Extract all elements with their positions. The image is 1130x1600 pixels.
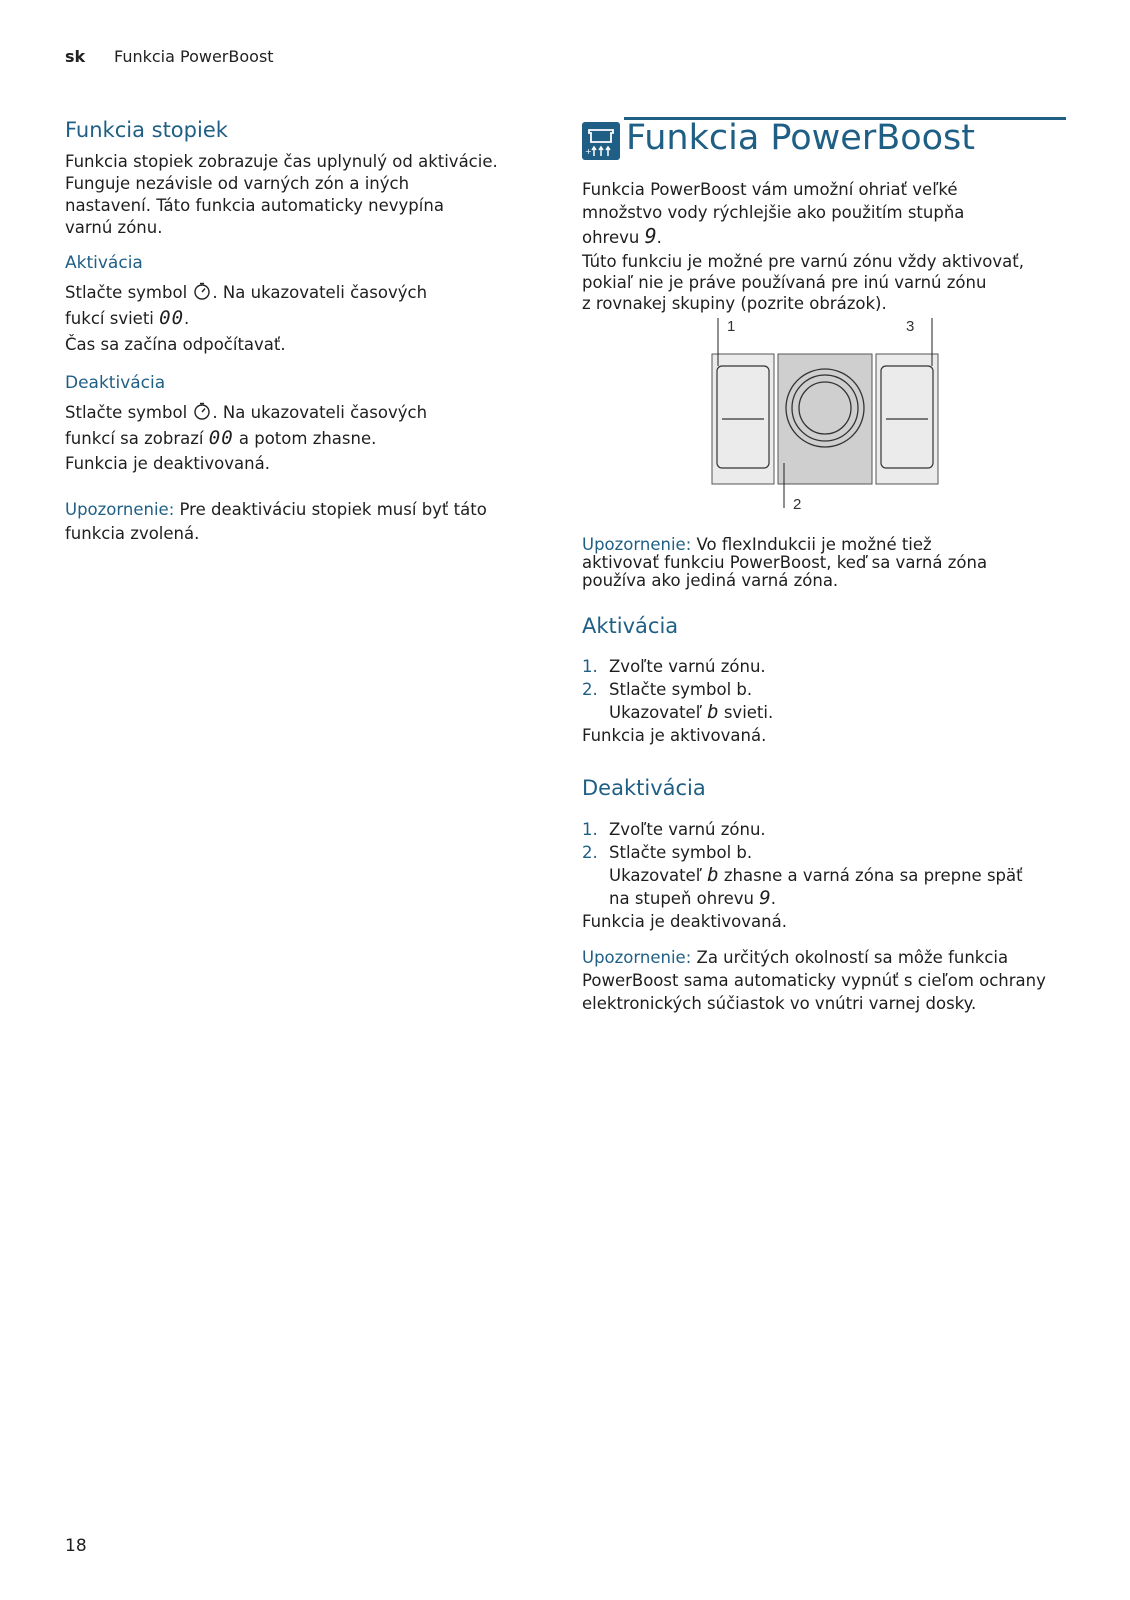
page-header bbox=[65, 47, 274, 66]
stopwatch-intro bbox=[65, 151, 515, 239]
page-number: 18 bbox=[65, 1536, 87, 1556]
text: Ukazovateľ bbox=[609, 866, 708, 885]
step-text: Zvoľte varnú zónu. bbox=[609, 820, 766, 839]
text: Ukazovateľ bbox=[609, 703, 708, 722]
heat-level-symbol: 9 bbox=[644, 224, 657, 248]
figure-label-3: 3 bbox=[906, 318, 915, 335]
powerboost-deactivation-title: Deaktivácia bbox=[582, 776, 706, 800]
intro-line: Funkcia stopiek zobrazuje čas uplynulý od aktivácie. bbox=[65, 152, 498, 171]
note-label: Upozornenie: bbox=[582, 948, 692, 967]
text: svieti. bbox=[718, 703, 774, 722]
flexinduction-note bbox=[582, 536, 1062, 590]
intro-line: Funguje nezávisle od varných zón a iných bbox=[65, 174, 410, 193]
boost-indicator-symbol: b bbox=[707, 701, 719, 723]
text: Túto funkciu je možné pre varnú zónu vždy aktivovať, bbox=[582, 252, 1024, 271]
text: Vo flexIndukcii je možné tiež bbox=[691, 535, 932, 554]
step-text: Stlačte symbol b. bbox=[609, 680, 753, 699]
note-label: Upozornenie: bbox=[582, 535, 692, 554]
result-text: Funkcia je aktivovaná. bbox=[582, 726, 767, 745]
step-text: Stlačte symbol b. bbox=[609, 843, 753, 862]
list-item bbox=[582, 701, 1062, 724]
stopwatch-deactivation-text bbox=[65, 400, 515, 476]
zone-diagram bbox=[700, 318, 940, 518]
stopwatch-icon bbox=[192, 403, 212, 422]
stopwatch-deactivation-title: Deaktivácia bbox=[65, 373, 166, 393]
text: elektronických súčiastok vo vnútri varnej dosky. bbox=[582, 994, 977, 1013]
deactivation-steps bbox=[582, 818, 1062, 933]
language-code: sk bbox=[65, 47, 86, 66]
powerboost-note bbox=[582, 946, 1072, 1015]
text: Funkcia je deaktivovaná. bbox=[65, 454, 270, 473]
list-item bbox=[582, 724, 1062, 747]
text: PowerBoost sama automaticky vypnúť s cieľom ochrany bbox=[582, 971, 1046, 990]
page-title: Funkcia PowerBoost bbox=[626, 118, 976, 158]
text: . Na ukazovateli časových bbox=[212, 403, 428, 422]
step-number: 1. bbox=[582, 820, 598, 839]
activation-steps bbox=[582, 655, 1062, 747]
text: funkcí sa zobrazí bbox=[65, 429, 209, 448]
list-item bbox=[582, 818, 1062, 841]
text: Stlačte symbol bbox=[65, 403, 193, 422]
right-zone-inner bbox=[881, 366, 933, 468]
powerboost-activation-title: Aktivácia bbox=[582, 614, 679, 638]
timer-display: 00 bbox=[208, 427, 234, 449]
header-section-title: Funkcia PowerBoost bbox=[114, 47, 274, 66]
stopwatch-activation-title: Aktivácia bbox=[65, 253, 143, 273]
figure-label-2: 2 bbox=[793, 496, 802, 513]
heat-level-symbol: 9 bbox=[759, 887, 771, 909]
stopwatch-icon bbox=[192, 283, 212, 302]
list-item bbox=[582, 887, 1062, 910]
text: . bbox=[770, 889, 776, 908]
left-zone-inner bbox=[717, 366, 769, 468]
text: . Na ukazovateli časových bbox=[212, 283, 428, 302]
stopwatch-activation-text bbox=[65, 281, 515, 358]
boost-indicator-symbol: b bbox=[707, 864, 719, 886]
text: zhasne a varná zóna sa prepne späť bbox=[718, 866, 1023, 885]
text: Stlačte symbol bbox=[65, 283, 193, 302]
powerboost-icon bbox=[582, 122, 620, 160]
list-item bbox=[582, 678, 1062, 701]
text: Funkcia PowerBoost vám umožní ohriať veľké bbox=[582, 180, 958, 199]
text: fukcí svieti bbox=[65, 309, 160, 328]
step-number: 2. bbox=[582, 843, 598, 862]
text: . bbox=[184, 309, 190, 328]
text: používa ako jediná varná zóna. bbox=[582, 571, 839, 590]
text: pokiaľ nie je práve používaná pre inú varnú zónu bbox=[582, 273, 987, 292]
text: ohrevu bbox=[582, 228, 645, 247]
text: z rovnakej skupiny (pozrite obrázok). bbox=[582, 294, 887, 313]
list-item bbox=[582, 655, 1062, 678]
text: . bbox=[656, 228, 662, 247]
note-label: Upozornenie: bbox=[65, 500, 175, 519]
text: Čas sa začína odpočítavať. bbox=[65, 335, 286, 354]
intro-line: varnú zónu. bbox=[65, 218, 163, 237]
text: na stupeň ohrevu bbox=[609, 889, 760, 908]
step-number: 1. bbox=[582, 657, 598, 676]
powerboost-intro bbox=[582, 178, 1062, 314]
step-text: Zvoľte varnú zónu. bbox=[609, 657, 766, 676]
text: Pre deaktiváciu stopiek musí byť táto bbox=[174, 500, 487, 519]
step-number: 2. bbox=[582, 680, 598, 699]
text: Za určitých okolností sa môže funkcia bbox=[691, 948, 1009, 967]
result-text: Funkcia je deaktivovaná. bbox=[582, 912, 787, 931]
list-item bbox=[582, 910, 1062, 933]
stopwatch-title: Funkcia stopiek bbox=[65, 118, 228, 142]
figure-label-1: 1 bbox=[727, 318, 736, 335]
text: aktivovať funkciu PowerBoost, keď sa varná zóna bbox=[582, 553, 988, 572]
svg-text:+: + bbox=[585, 147, 592, 156]
intro-line: nastavení. Táto funkcia automaticky nevypína bbox=[65, 196, 444, 215]
text: funkcia zvolená. bbox=[65, 524, 200, 543]
text: množstvo vody rýchlejšie ako použitím stupňa bbox=[582, 203, 965, 222]
stopwatch-note bbox=[65, 498, 525, 546]
timer-display: 00 bbox=[159, 307, 185, 329]
text: a potom zhasne. bbox=[233, 429, 377, 448]
cooktop-zone-figure bbox=[700, 318, 940, 518]
list-item bbox=[582, 841, 1062, 864]
list-item bbox=[582, 864, 1062, 887]
